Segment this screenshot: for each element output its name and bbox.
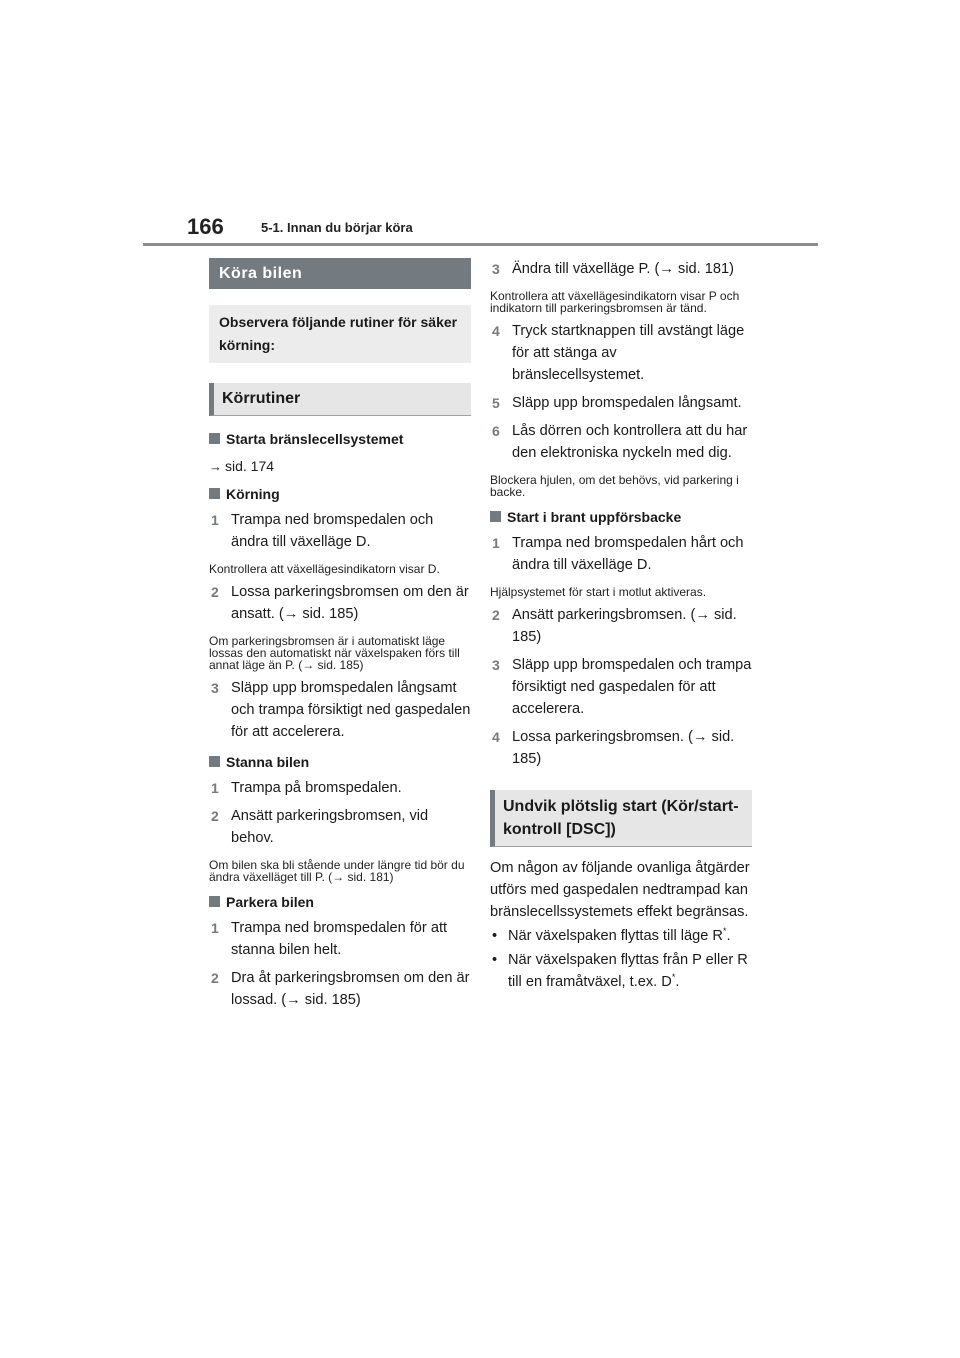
dsc-bullet-1: • När växelspaken flyttas till läge R*. xyxy=(492,926,731,944)
drive-step-3: 3 Släpp upp bromspedalen långsamt och trampa försiktigt ned gaspedalen för att accelerera. xyxy=(211,680,471,740)
park-step-6: 6 Lås dörren och kontrollera att du har den elektroniska nyckeln med dig. xyxy=(492,423,748,461)
dsc-bullet-2: • När växelspaken flyttas från P eller R till en framåtväxel, t.ex. D*. xyxy=(492,952,748,990)
stop-note: Om bilen ska bli stående under längre tid bör du ändra växelläget till P. (→ sid. 181) xyxy=(209,858,465,884)
heading-drive: Körning xyxy=(209,485,471,503)
page-number: 166 xyxy=(187,214,224,239)
ref-start: → sid. 174 xyxy=(209,456,471,477)
heading-hill-start: Start i brant uppförsbacke xyxy=(490,508,752,526)
heading-park: Parkera bilen xyxy=(209,893,471,911)
heading-start: Starta bränslecellsystemet xyxy=(209,430,471,448)
dsc-paragraph: Om någon av följande ovanliga åtgärder utförs med gaspedalen nedtrampad kan bränslecellssystemets effekt begränsas. xyxy=(490,860,750,920)
square-bullet-icon xyxy=(209,896,220,907)
square-bullet-icon xyxy=(209,756,220,767)
stop-step-1: 1 Trampa på bromspedalen. xyxy=(211,780,402,796)
square-bullet-icon xyxy=(209,433,220,444)
drive-note-2: Om parkeringsbromsen är i automatiskt läge lossas den automatiskt när växelspaken förs till annat läge än P. (→ sid. 185) xyxy=(209,634,460,672)
hill-step-2: 2 Ansätt parkeringsbromsen. (→ sid. 185) xyxy=(492,607,737,645)
park-note-3: Kontrollera att växellägesindikatorn visar P och indikatorn till parkeringsbromsen är tänd. xyxy=(490,289,740,315)
chapter-banner: Köra bilen xyxy=(209,258,471,289)
park-step-4: 4 Tryck startknappen till avstängt läge för att stänga av bränslecellsystemet. xyxy=(492,323,745,383)
park-note-6: Blockera hjulen, om det behövs, vid parkering i backe. xyxy=(490,473,739,499)
drive-note-1: Kontrollera att växellägesindikatorn visar D. xyxy=(209,562,440,576)
hill-note-1: Hjälpsystemet för start i motlut aktiveras. xyxy=(490,585,707,599)
park-step-5: 5 Släpp upp bromspedalen långsamt. xyxy=(492,395,742,411)
subheading-dsc: Undvik plötslig start (Kör/start-kontroll [DSC]) xyxy=(490,790,752,847)
park-step-1: 1 Trampa ned bromspedalen för att stanna bilen helt. xyxy=(211,920,448,958)
intro-box: Observera följande rutiner för säker körning: xyxy=(209,305,471,363)
section-title: 5-1. Innan du börjar köra xyxy=(261,220,413,235)
heading-stop: Stanna bilen xyxy=(209,753,471,771)
header-divider xyxy=(143,243,818,246)
left-column xyxy=(209,258,471,1011)
park-step-2: 2 Dra åt parkeringsbromsen om den är lossad. (→ sid. 185) xyxy=(211,970,470,1008)
stop-step-2: 2 Ansätt parkeringsbromsen, vid behov. xyxy=(211,808,429,846)
right-column xyxy=(490,258,752,993)
park-step-3: 3 Ändra till växelläge P. (→ sid. 181) xyxy=(492,261,734,277)
square-bullet-icon xyxy=(209,488,220,499)
hill-step-4: 4 Lossa parkeringsbromsen. (→ sid. 185) xyxy=(492,729,735,767)
arrow-icon: → xyxy=(209,459,222,474)
hill-step-3: 3 Släpp upp bromspedalen och trampa försiktigt ned gaspedalen för att accelerera. xyxy=(492,657,752,717)
drive-step-1: 1 Trampa ned bromspedalen och ändra till växelläge D. xyxy=(211,512,434,550)
subheading-korrutiner: Körrutiner xyxy=(209,383,471,416)
hill-step-1: 1 Trampa ned bromspedalen hårt och ändra till växelläge D. xyxy=(492,535,744,573)
drive-step-2: 2 Lossa parkeringsbromsen om den är ansatt. (→ sid. 185) xyxy=(211,584,469,622)
square-bullet-icon xyxy=(490,511,501,522)
